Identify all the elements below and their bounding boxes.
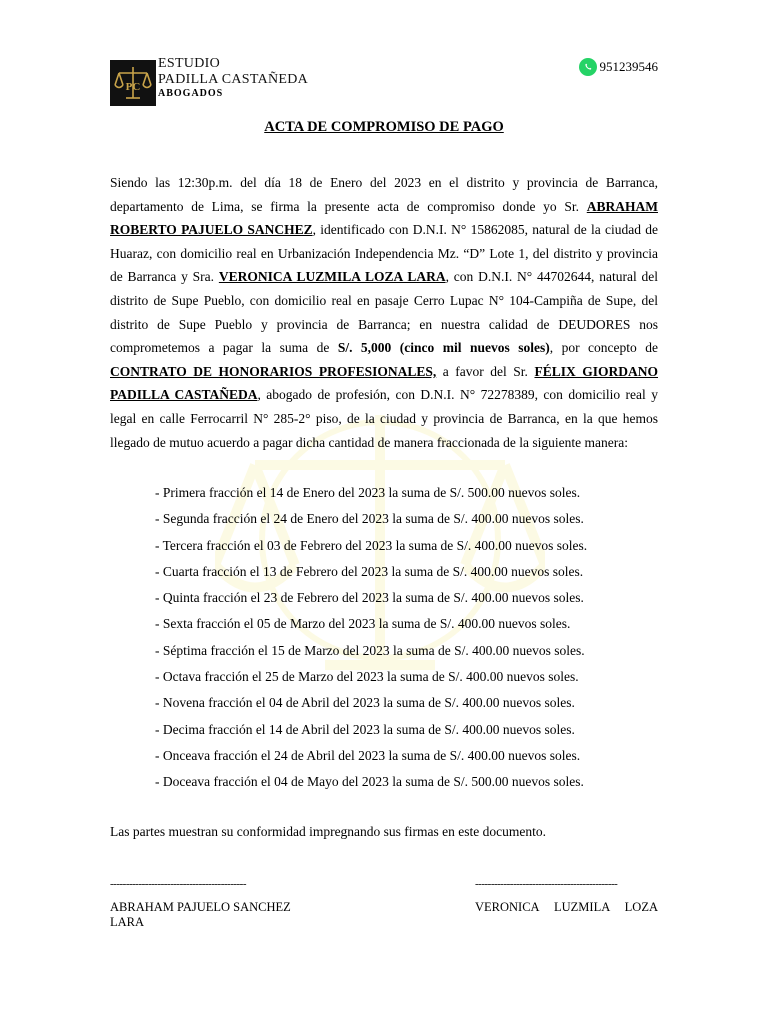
debtor-name-1: ABRAHAM ROBERTO PAJUELO SANCHEZ: [110, 198, 658, 238]
body-text-1: Siendo las 12:30p.m. del día 18 de Enero del 2023 en el distrito y provincia de Barranca, departamento de Lima, se firma la presente acta de compromiso donde yo Sr.: [110, 175, 658, 214]
payment-item: - Doceava fracción el 04 de Mayo del 2023 la suma de S/. 500.00 nuevos soles.: [155, 774, 584, 790]
payment-item: - Cuarta fracción el 13 de Febrero del 2023 la suma de S/. 400.00 nuevos soles.: [155, 563, 584, 579]
payment-item: - Séptima fracción el 15 de Marzo del 2023 la suma de S/. 400.00 nuevos soles.: [155, 642, 585, 658]
phone-number: 951239546: [599, 59, 658, 74]
payment-item: - Sexta fracción el 05 de Marzo del 2023 la suma de S/. 400.00 nuevos soles.: [155, 616, 571, 632]
signatory-right: [475, 900, 658, 915]
signatory-left-name: ABRAHAM PAJUELO SANCHEZ: [110, 900, 291, 914]
body-text-3: , con D.N.I. N° 44702644, natural del distrito de Supe Pueblo, con domicilio real en pasaje Cerro Lupac N° 104-Campiña de Supe, del distrito de Supe Pueblo y provincia de Barranca; en nuestra calidad de DEUDORES nos comprometemos a pagar la suma de: [110, 269, 659, 356]
body-text-5: a favor del Sr.: [436, 363, 535, 379]
body-text-4: , por concepto de: [549, 340, 658, 356]
payment-item: - Primera fracción el 14 de Enero del 2023 la suma de S/. 500.00 nuevos soles.: [155, 485, 581, 500]
document-title: ACTA DE COMPROMISO DE PAGO: [264, 119, 504, 135]
signature-line-left: -------------------------------------------: [110, 878, 247, 890]
phone-contact: [579, 58, 659, 76]
contract-name: CONTRATO DE HONORARIOS PROFESIONALES,: [110, 363, 437, 379]
payment-schedule: [155, 480, 655, 796]
signatory-right-name: VERONICA LUZMILA LOZA: [475, 900, 658, 914]
firm-name-line-2: PADILLA CASTAÑEDA: [158, 72, 309, 87]
signatory-left: [110, 900, 310, 930]
payment-item: - Quinta fracción el 23 de Febrero del 2023 la suma de S/. 400.00 nuevos soles.: [155, 590, 584, 606]
svg-text:PC: PC: [125, 81, 141, 93]
letterhead: [110, 56, 658, 106]
closing-statement: Las partes muestran su conformidad impregnando sus firmas en este documento.: [110, 824, 547, 839]
agreement-body: [110, 171, 658, 454]
firm-name: [158, 56, 308, 100]
total-amount: S/. 5,000 (cinco mil nuevos soles): [337, 340, 550, 356]
payment-item: - Tercera fracción el 03 de Febrero del 2023 la suma de S/. 400.00 nuevos soles.: [155, 537, 588, 553]
firm-logo: [110, 60, 156, 106]
firm-name-line-1: ESTUDIO: [158, 56, 220, 71]
payment-item: - Segunda fracción el 24 de Enero del 2023 la suma de S/. 400.00 nuevos soles.: [155, 511, 584, 527]
signature-line-right: ---------------------------------------------: [475, 878, 618, 890]
signatory-left-name-cont: LARA: [110, 915, 145, 929]
scales-logo-icon: [113, 63, 153, 103]
whatsapp-icon: [579, 58, 597, 76]
creditor-name: FÉLIX GIORDANO PADILLA CASTAÑEDA: [110, 363, 659, 403]
body-text-6: , abogado de profesión, con D.N.I. N° 72278389, con domicilio real y legal en calle Ferrocarril N° 285-2° piso, de la ciudad y provincia de Barranca, en la que hemos llegado de mutuo acuerdo a pagar dicha cantidad de manera fraccionada de la siguiente manera:: [110, 387, 658, 450]
payment-item: - Octava fracción el 25 de Marzo del 2023 la suma de S/. 400.00 nuevos soles.: [155, 669, 579, 685]
agreement-paragraph: [110, 171, 658, 454]
debtor-name-2: VERONICA LUZMILA LOZA LARA: [218, 269, 446, 285]
payment-item: - Novena fracción el 04 de Abril del 2023 la suma de S/. 400.00 nuevos soles.: [155, 695, 575, 711]
body-text-2: , identificado con D.N.I. N° 15862085, natural de la ciudad de Huaraz, con domicilio real en Urbanización Independencia Mz. “D” Lote 1, del distrito y provincia de Barranca y Sra.: [110, 222, 658, 285]
payment-item: - Onceava fracción el 24 de Abril del 2023 la suma de S/. 400.00 nuevos soles.: [155, 747, 581, 763]
payment-item: - Decima fracción el 14 de Abril del 2023 la suma de S/. 400.00 nuevos soles.: [155, 721, 575, 737]
firm-name-line-3: ABOGADOS: [158, 88, 224, 99]
